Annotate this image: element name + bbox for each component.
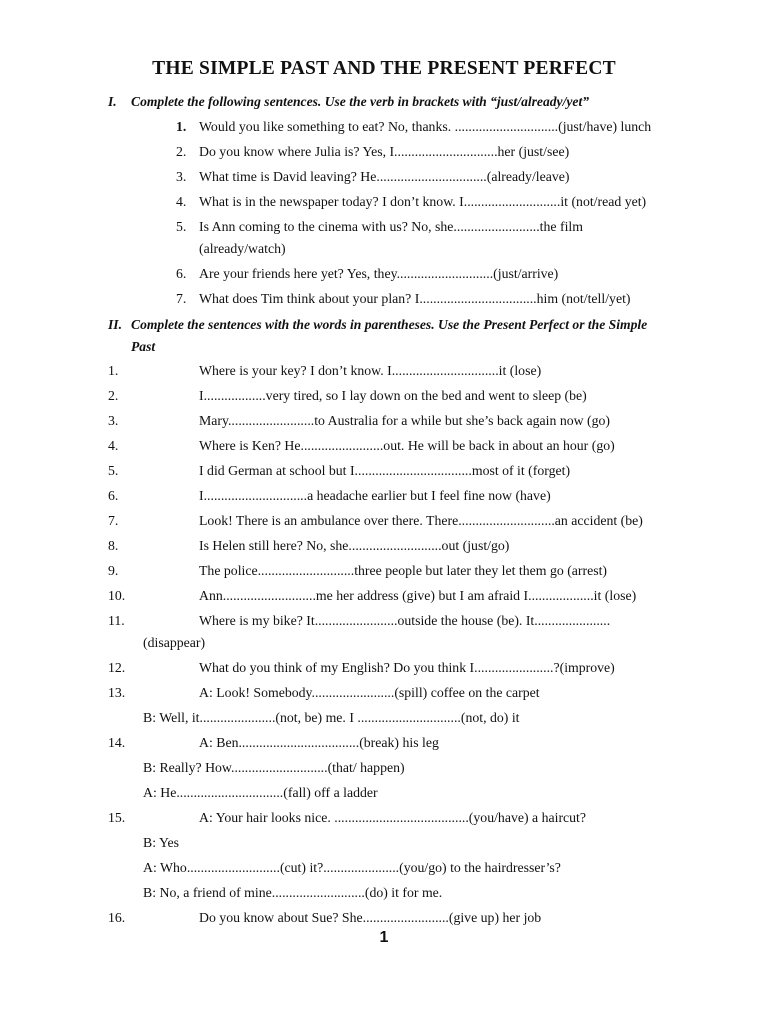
s2-item-14-continued: B: Really? How............................(that/ happen) [143,760,405,775]
s1-item-1-text: Would you like something to eat? No, thanks. ..............................(just/have) lunch [199,119,652,134]
s2-item-13-continued: B: Well, it......................(not, be) me. I ..............................(not, do) it [143,710,520,725]
s2-item-15-text: A: Your hair looks nice. .......................................(you/have) a haircut? [199,810,587,825]
s2-item-12-number: 12. [108,660,126,675]
section-2-heading [108,314,718,358]
s1-item-3-number: 3. [176,169,187,184]
s2-item-3-text: Mary.........................to Australia for a while but she’s back again now (go) [199,413,611,428]
s1-item-1-number: 1. [176,119,187,134]
s1-item-6-text: Are your friends here yet? Yes, they............................(just/arrive) [199,266,559,281]
s2-item-5-number: 5. [108,463,119,478]
section-1-number: I. [108,94,117,109]
section-2-instructions-line1: Complete the sentences with the words in parentheses. Use the Present Perfect or the Simple [131,317,648,332]
section-1-instructions: Complete the following sentences. Use the verb in brackets with “just/already/yet” [131,94,590,109]
s1-item-4-number: 4. [176,194,187,209]
s2-item-9-text: The police............................three people but later they let them go (arrest) [199,563,608,578]
s1-item-3-text: What time is David leaving? He................................(already/leave) [199,169,570,184]
s2-item-4-text: Where is Ken? He........................out. He will be back in about an hour (go) [199,438,615,453]
s2-item-8-number: 8. [108,538,119,553]
s2-item-16-number: 16. [108,910,126,925]
s1-item-5-text: Is Ann coming to the cinema with us? No, she.........................the film [199,219,583,234]
s2-item-6-text: I..............................a headache earlier but I feel fine now (have) [199,488,551,503]
s2-item-10-number: 10. [108,588,126,603]
s1-item-5-number: 5. [176,219,187,234]
s2-item-14-text: A: Ben...................................(break) his leg [199,735,439,750]
s2-item-7-text: Look! There is an ambulance over there. There............................an accident (be) [199,513,643,528]
section-2-number: II. [108,317,122,332]
s2-item-14-number: 14. [108,735,126,750]
s2-item-7-number: 7. [108,513,119,528]
s1-item-4-text: What is in the newspaper today? I don’t know. I............................it (not/read yet) [199,194,647,209]
s2-item-1-number: 1. [108,363,119,378]
s2-item-15-number: 15. [108,810,126,825]
s2-item-11-text: Where is my bike? It........................outside the house (be). It...................... [199,613,611,628]
s2-item-10-text: Ann...........................me her address (give) but I am afraid I...................it (lose) [199,588,637,603]
s2-item-15-continued: B: Yes [143,835,180,850]
s2-item-15-continued-2: A: Who...........................(cut) it?......................(you/go) to the hairdresser’s? [143,860,561,875]
s2-item-2-number: 2. [108,388,119,403]
s2-item-8-text: Is Helen still here? No, she...........................out (just/go) [199,538,510,553]
s2-item-2-text: I..................very tired, so I lay down on the bed and went to sleep (be) [199,388,587,403]
s2-item-6-number: 6. [108,488,119,503]
s2-item-11-number: 11. [108,613,125,628]
s1-item-6-number: 6. [176,266,187,281]
s1-item-5-text-continued: (already/watch) [199,241,286,256]
s2-item-5-text: I did German at school but I..................................most of it (forget) [199,463,571,478]
page-title: THE SIMPLE PAST AND THE PRESENT PERFECT [152,58,616,79]
s2-item-13-text: A: Look! Somebody........................(spill) coffee on the carpet [199,685,540,700]
s2-item-13-number: 13. [108,685,126,700]
s2-item-4-number: 4. [108,438,119,453]
page-number: 1 [379,929,389,946]
section-2-instructions-line2: Past [131,339,156,354]
s2-item-16-text: Do you know about Sue? She.........................(give up) her job [199,910,542,925]
s1-item-7-number: 7. [176,291,187,306]
s1-item-2-text: Do you know where Julia is? Yes, I..............................her (just/see) [199,144,570,159]
s2-item-9-number: 9. [108,563,119,578]
s2-item-1-text: Where is your key? I don’t know. I...............................it (lose) [199,363,542,378]
s2-item-3-number: 3. [108,413,119,428]
s2-item-12-text: What do you think of my English? Do you think I.......................?(improve) [199,660,615,675]
s2-item-14-continued-2: A: He...............................(fall) off a ladder [143,785,378,800]
section-1-heading [108,91,718,113]
s1-item-2-number: 2. [176,144,187,159]
s2-item-15-continued-3: B: No, a friend of mine...........................(do) it for me. [143,885,443,900]
s1-item-7-text: What does Tim think about your plan? I..................................him (not/tell/yet) [199,291,631,306]
s2-item-11-continued: (disappear) [143,635,206,650]
